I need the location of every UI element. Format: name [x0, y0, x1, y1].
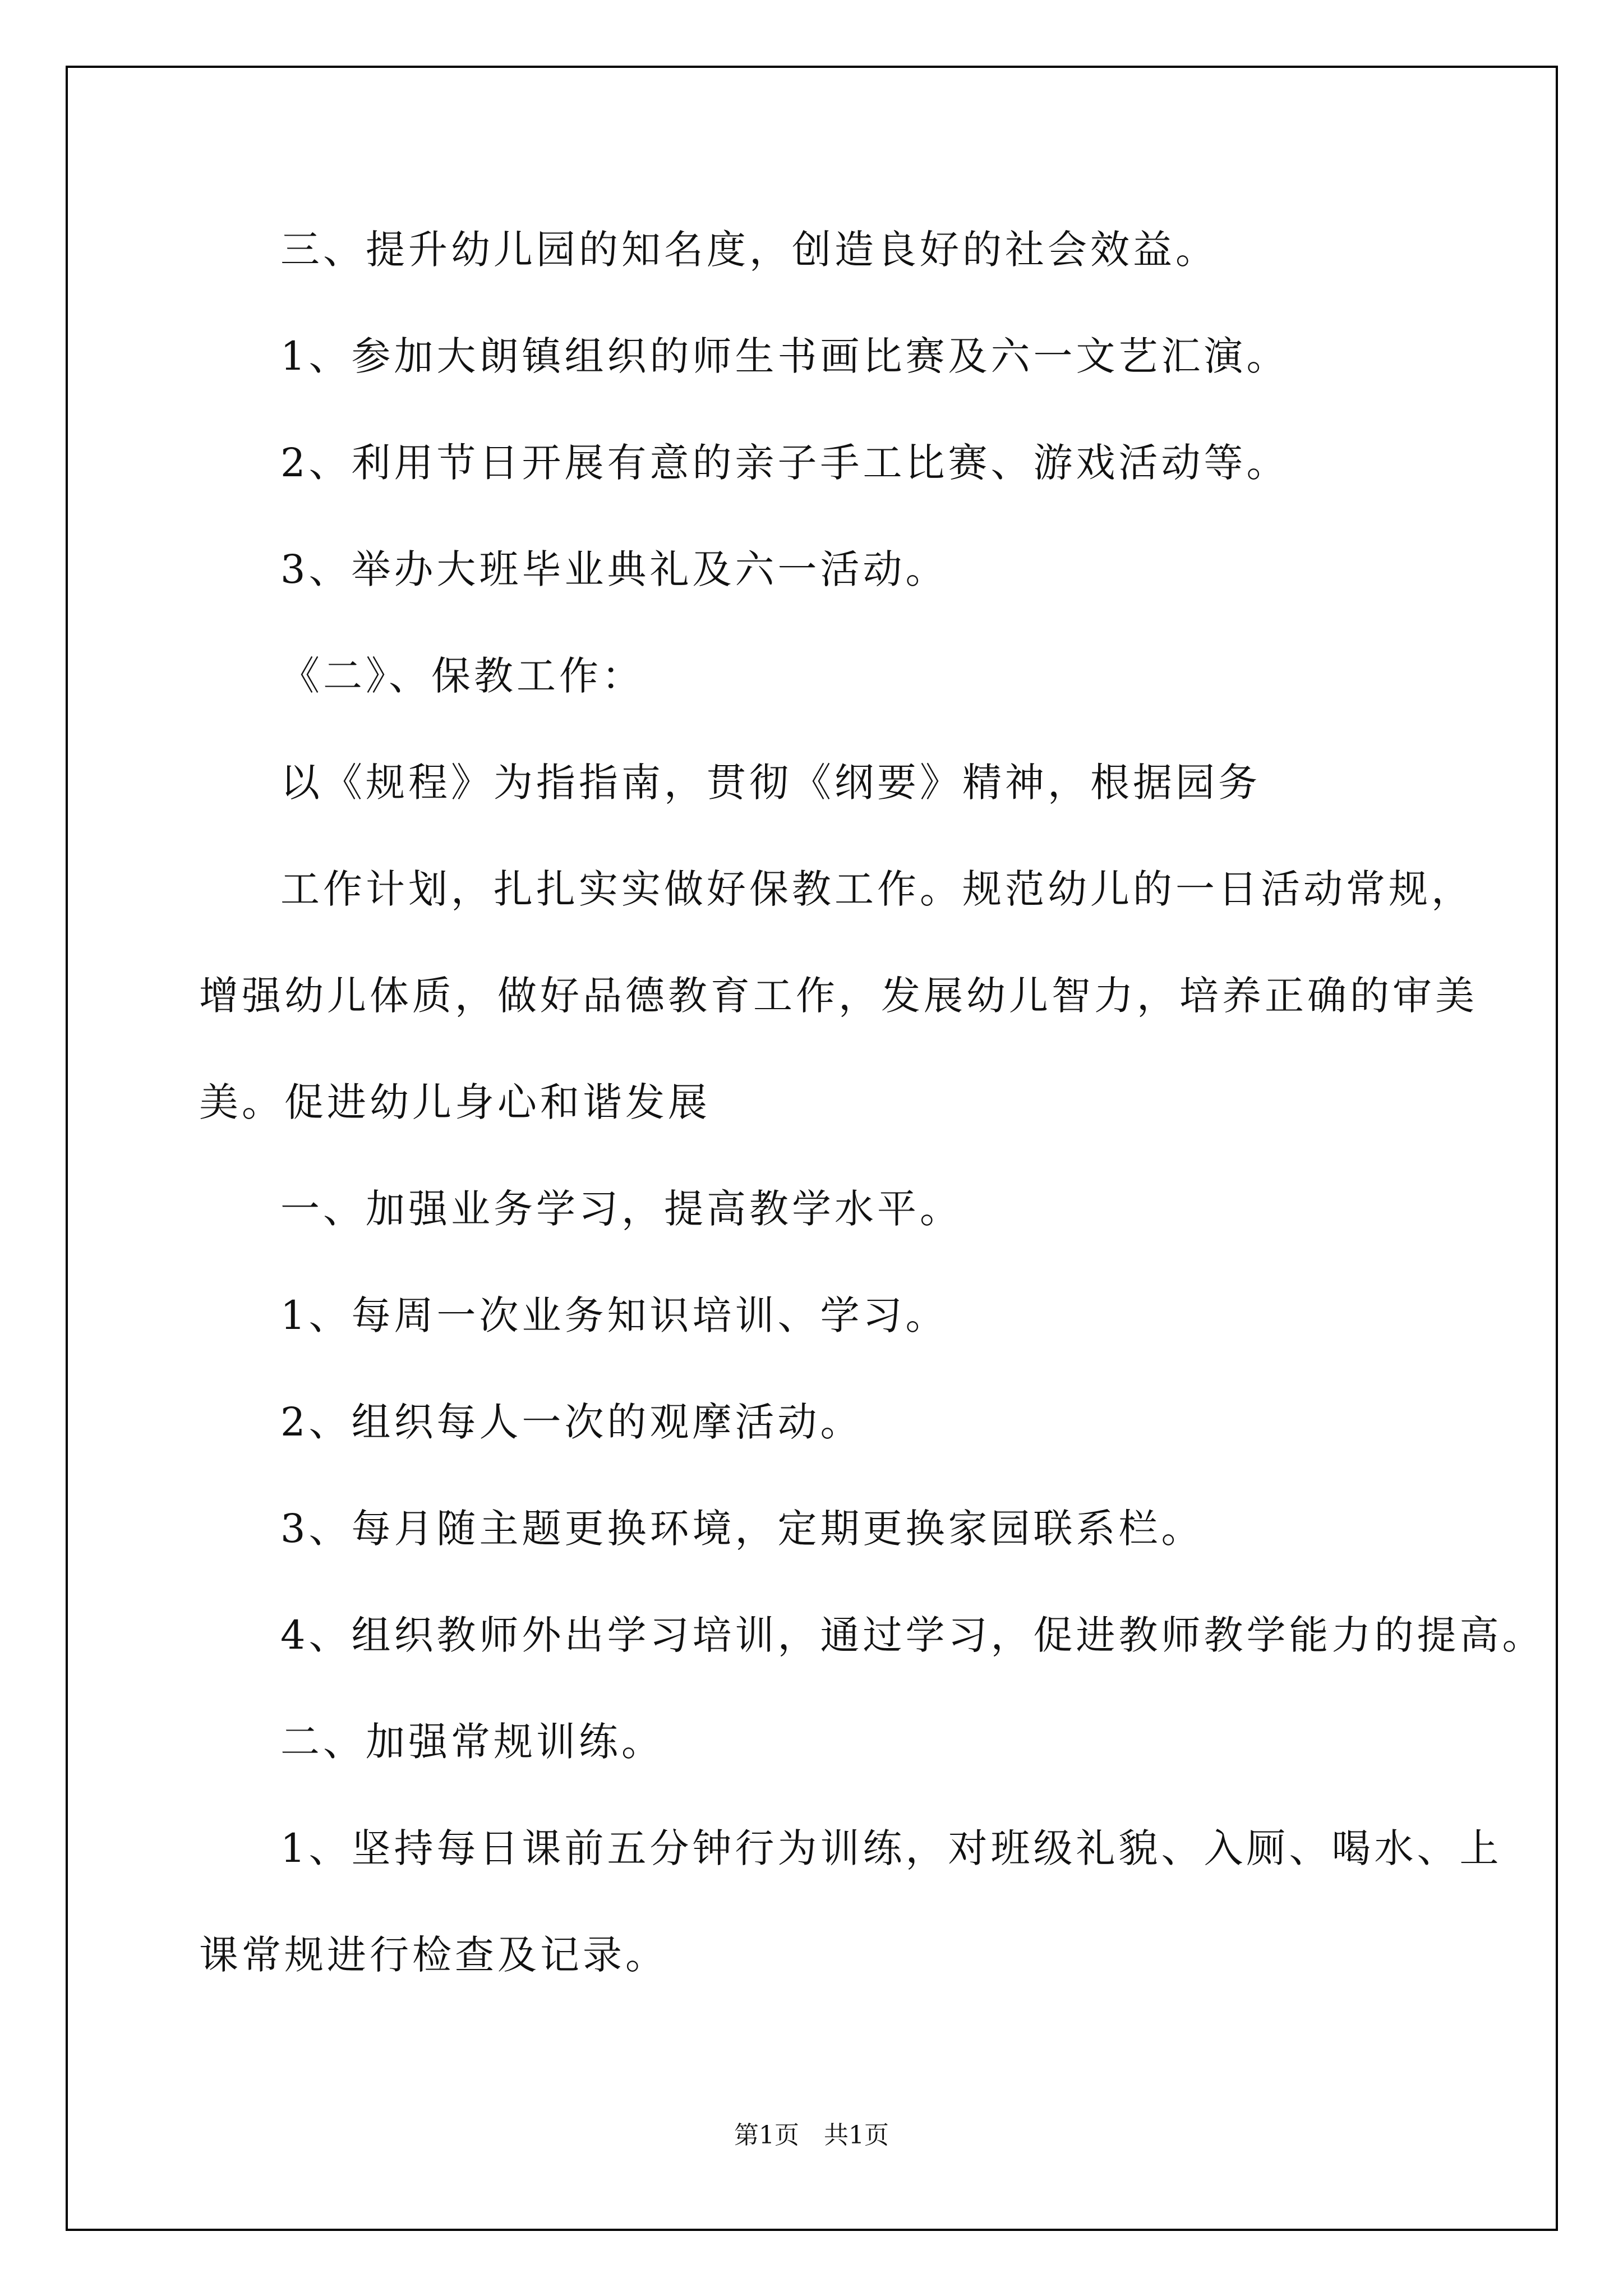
text-line: 课常规进行检查及记录。: [199, 1932, 668, 1978]
text-line: 2、组织每人一次的观摩活动。: [280, 1399, 863, 1445]
text-line: 以《规程》为指指南，贯彻《纲要》精神，根据园务: [280, 760, 1261, 806]
text-line: 二、加强常规训练。: [280, 1719, 664, 1765]
text-line: 1、参加大朗镇组织的师生书画比赛及六一文艺汇演。: [280, 333, 1289, 379]
text-line: 3、每月随主题更换环境，定期更换家园联系栏。: [280, 1506, 1204, 1552]
text-line: 三、提升幼儿园的知名度，创造良好的社会效益。: [280, 227, 1218, 273]
text-line: 增强幼儿体质，做好品德教育工作，发展幼儿智力，培养正确的审美: [199, 973, 1478, 1019]
text-line: 《二》、保教工作：: [280, 653, 644, 699]
text-line: 2、利用节日开展有意的亲子手工比赛、游戏活动等。: [280, 440, 1289, 486]
text-line: 4、组织教师外出学习培训，通过学习，促进教师教学能力的提高。: [280, 1612, 1545, 1658]
page-footer: 第1页 共1页: [734, 2121, 889, 2150]
text-line: 1、每周一次业务知识培训、学习。: [280, 1292, 948, 1338]
text-line: 美。促进幼儿身心和谐发展: [199, 1079, 711, 1125]
text-line: 工作计划，扎扎实实做好保教工作。规范幼儿的一日活动常规，: [280, 866, 1474, 912]
text-line: 一、加强业务学习，提高教学水平。: [280, 1186, 962, 1232]
text-line: 1、坚持每日课前五分钟行为训练，对班级礼貌、入厕、喝水、上: [280, 1825, 1502, 1871]
text-line: 3、举办大班毕业典礼及六一活动。: [280, 546, 948, 592]
